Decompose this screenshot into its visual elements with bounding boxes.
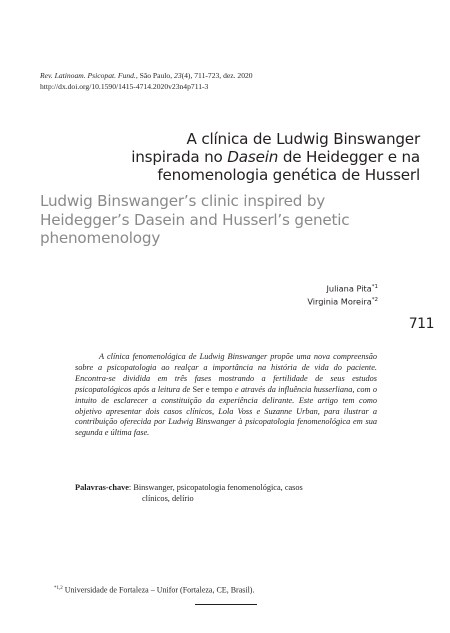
abstract-e: e [203, 384, 212, 394]
abstract-part-1: A clínica fenomenológica de Ludwig Binswanger propõe uma nova compreensão sobre a psicopatologia ao realçar a importância na história de vida do paciente. Encontra-se dividida em três fases mostrando a fertilidade de seus estudos psicopatológicos após a leitura de [75, 352, 377, 394]
title-pt-dasein: Dasein [227, 148, 279, 166]
title-pt-line-2-start: inspirada no [131, 148, 228, 166]
title-pt-line-2 [60, 148, 420, 166]
footnote-text: Universidade de Fortaleza – Unifor (Fortaleza, CE, Brasil). [64, 585, 255, 595]
article-title-portuguese [60, 130, 420, 184]
keywords-line-1: Binswanger, psicopatologia fenomenológica, casos [133, 483, 303, 492]
title-en-line-2: Heidegger’s Dasein and Husserl’s genetic [40, 210, 350, 229]
abstract-part-2: e através da influência husserliana, com o intuito de esclarecer a constituição da experiência delirante. Este artigo tem como objetivo apresentar dois casos clínicos, Lola Voss e Suzanne Urban, para ilustrar a contribuição oferecida por Ludwig Binswanger à psicopatologia fenomenológica em sua segunda e última fase. [75, 384, 377, 438]
footnote-underline [195, 604, 257, 605]
author-1 [307, 282, 378, 295]
author-2 [307, 295, 378, 308]
keywords-colon: : [128, 483, 134, 492]
keywords-line-2: clínicos, delírio [142, 494, 194, 503]
title-pt-line-2-end: de Heidegger e na [278, 148, 420, 166]
author-1-mark: *1 [371, 284, 378, 290]
author-2-mark: *2 [371, 296, 378, 303]
author-2-name: Virginia Moreira [307, 296, 372, 307]
title-pt-line-1: A clínica de Ludwig Binswanger [186, 130, 420, 148]
doi-link[interactable]: http://dx.doi.org/10.1590/1415-4714.2020v23n4p711-3 [40, 82, 209, 91]
abstract [75, 352, 377, 439]
title-pt-line-3: fenomenologia genética de Husserl [157, 166, 420, 184]
journal-issue-pages: (4), 711-723, dez. 2020 [181, 71, 253, 80]
article-title-english [40, 192, 400, 248]
author-1-name: Juliana Pita [326, 283, 372, 294]
journal-name: Rev. Latinoam. Psicopat. Fund. [40, 71, 136, 80]
keywords-label: Palavras-chave [75, 483, 129, 492]
affiliation-footnote [54, 584, 254, 596]
author-list [307, 282, 378, 307]
keywords [75, 482, 375, 504]
title-en-line-1: Ludwig Binswanger’s clinic inspired by [40, 192, 326, 210]
page-number: 711 [408, 316, 434, 332]
abstract-ser: Ser [192, 384, 204, 394]
footnote-mark: *1,2 [54, 586, 63, 591]
journal-volume: 23 [174, 71, 182, 80]
abstract-tempo: tempo [211, 384, 233, 394]
title-en-line-3: phenomenology [40, 229, 161, 247]
journal-location: , São Paulo, [135, 71, 175, 80]
journal-reference [40, 71, 253, 81]
